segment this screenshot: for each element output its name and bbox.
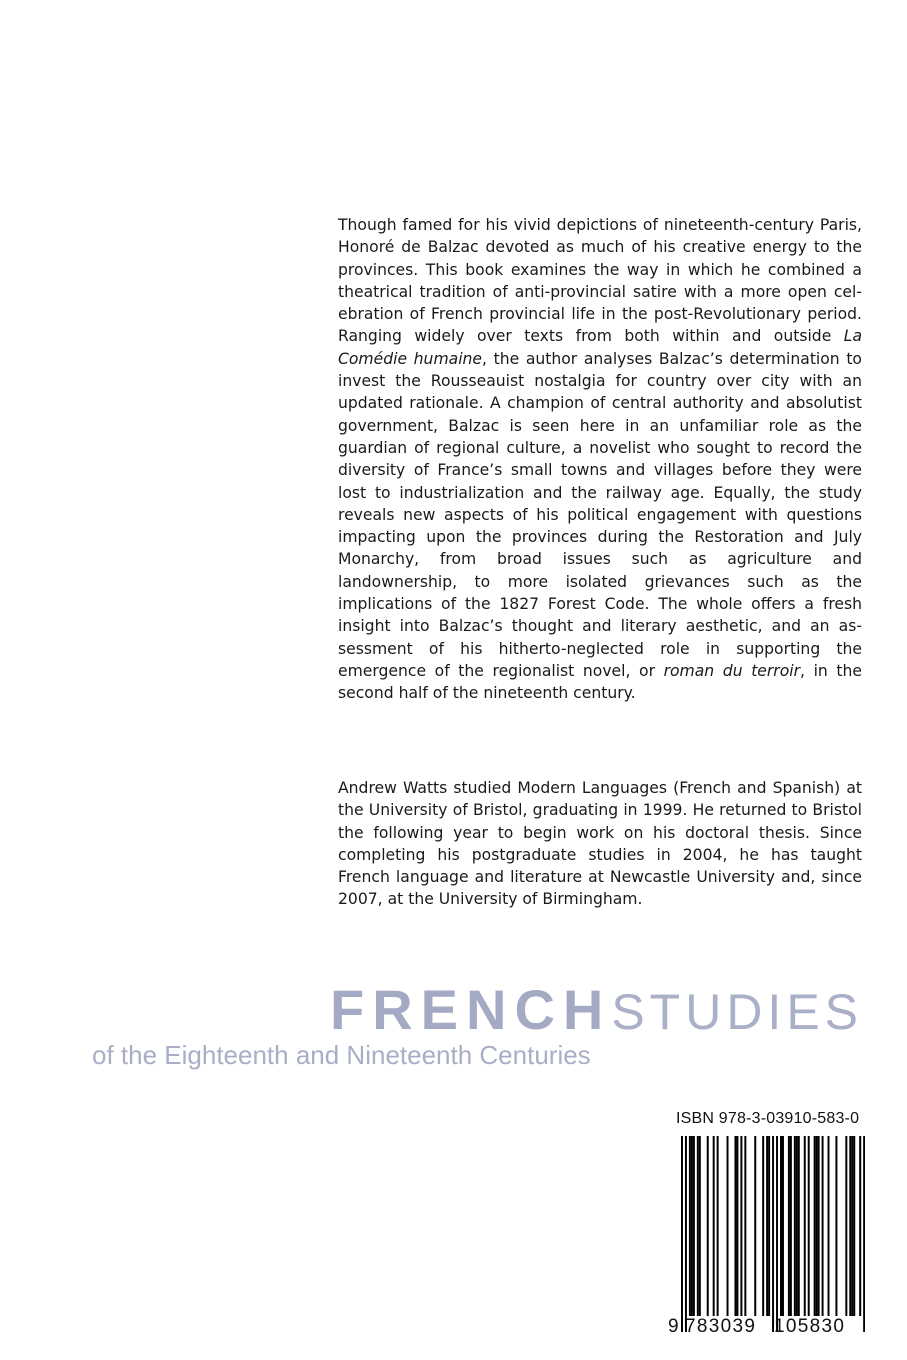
barcode-bar: [828, 1136, 830, 1316]
barcode-bar: [762, 1136, 764, 1316]
barcode-bar: [727, 1136, 729, 1316]
barcode-bar: [685, 1136, 687, 1332]
barcode-bar: [851, 1136, 853, 1316]
description-title-1: La Comédie humaine: [338, 327, 862, 368]
barcode-bar: [822, 1136, 824, 1316]
barcode-bar: [796, 1136, 798, 1316]
barcode-icon: [668, 1136, 865, 1336]
barcode-bar: [804, 1136, 806, 1316]
book-description: [338, 214, 862, 705]
barcode-bar: [808, 1136, 810, 1316]
barcode-bar: [814, 1136, 816, 1316]
barcode-bar: [691, 1136, 693, 1316]
barcode-bar: [713, 1136, 715, 1316]
barcode-bar: [859, 1136, 861, 1316]
barcode-bar: [693, 1136, 695, 1316]
barcode-bar: [788, 1136, 790, 1316]
barcode-bar: [707, 1136, 709, 1316]
barcode-bar: [790, 1136, 792, 1316]
barcode-bar: [780, 1136, 782, 1316]
barcode-bar: [754, 1136, 756, 1316]
barcode-bar: [835, 1136, 837, 1316]
description-title-2: roman du terroir: [663, 661, 801, 680]
barcode-bar: [853, 1136, 855, 1316]
series-subtitle: of the Eighteenth and Nineteenth Centuries: [92, 1040, 591, 1070]
barcode-bar: [849, 1136, 851, 1316]
barcode-bar: [744, 1136, 746, 1316]
barcode-bar: [717, 1136, 719, 1316]
barcode-bar: [794, 1136, 796, 1316]
ean-first-digit: 9: [668, 1316, 679, 1337]
ean-left-digits: 783039: [685, 1316, 757, 1337]
barcode-bar: [766, 1136, 768, 1316]
series-title-bold: FRENCH: [330, 978, 612, 1041]
series-title: [330, 978, 890, 1041]
ean-digits: [668, 1310, 865, 1340]
barcode-bar: [818, 1136, 820, 1316]
barcode-bar: [845, 1136, 847, 1316]
barcode-bar: [782, 1136, 784, 1316]
description-text-1: Though famed for his vivid depictions of nineteenth-century Paris, Honoré de Balzac devoted as much of his creative energy to the provinces. This book examines the way in which he combined a theatrical tradition of anti-provincial satire with a more open celebration of French provincial life in the post-Revolutionary period. Ranging widely over texts from both within and outside: [338, 216, 862, 346]
barcode-bar: [776, 1136, 778, 1332]
series-title-light: STUDIES: [611, 984, 864, 1040]
barcode-bar: [699, 1136, 701, 1316]
isbn-barcode: [668, 1110, 865, 1345]
barcode-bar: [681, 1136, 683, 1332]
barcode-bar: [697, 1136, 699, 1316]
barcode-bar: [736, 1136, 738, 1316]
description-text-2: , the author analyses Balzac’s determination to invest the Rousseauist nostalgia for country over city with an updated rationale. A champion of central authority and absolutist government, Balzac is seen here in an unfamiliar role as the guardian of regional culture, a novelist who sought to record the diversity of France’s small towns and villages before they were lost to industrialization and the railway age. Equally, the study reveals new aspects of his political engagement with questions impacting upon the provinces during the Restoration and July Monarchy, from broad issues such as agriculture and landownership, to more isolated grievances such as the implications of the 1827 Forest Code. The whole offers a fresh insight into Balzac’s thought and literary aesthetic, and an assessment of his hitherto-neglected role in supporting the emergence of the regionalist novel, or: [338, 349, 862, 680]
barcode-bar: [816, 1136, 818, 1316]
barcode-bar: [772, 1136, 774, 1332]
barcode-bar: [689, 1136, 691, 1316]
description-text-3: , in the second half of the nineteenth century.: [338, 661, 862, 703]
isbn-label: ISBN 978-3-03910-583-0: [676, 1110, 860, 1127]
barcode-bar: [768, 1136, 770, 1316]
barcode-bar: [798, 1136, 800, 1316]
author-bio: Andrew Watts studied Modern Languages (French and Spanish) at the University of Bristol, graduating in 1999. He returned to Bristol the following year to begin work on his doctoral thesis. Since completing his postgraduate studies in 2004, he has taught French language and literature at Newcastle University and, since 2007, at the University of Birmingham.: [338, 779, 862, 909]
ean-right-digits: 105830: [774, 1316, 846, 1337]
barcode-bar: [734, 1136, 736, 1316]
barcode-bar: [863, 1136, 865, 1332]
barcode-bar: [740, 1136, 742, 1316]
